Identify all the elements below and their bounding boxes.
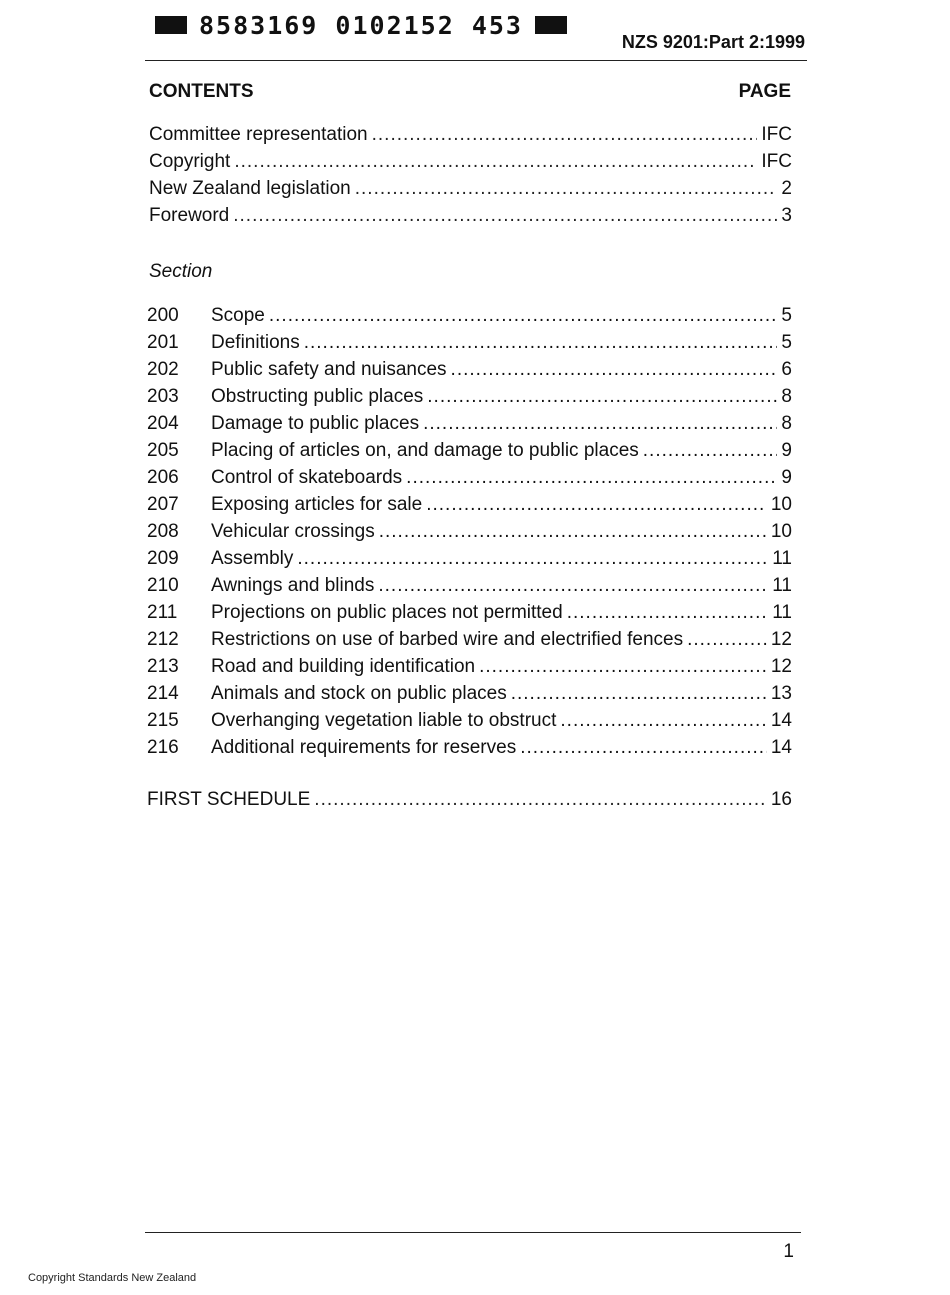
section-page: 9 [781,440,792,461]
section-list [147,305,792,764]
leader-dots [451,359,778,381]
barcode [155,10,567,40]
section-title: Additional requirements for reserves [211,737,517,758]
section-row[interactable] [147,602,792,629]
section-number: 205 [147,440,179,461]
document-id: NZS 9201:Part 2:1999 [621,32,805,52]
section-number: 214 [147,683,179,704]
toc-item-committee[interactable] [149,124,792,150]
leader-dots [379,521,767,543]
leader-dots [479,656,767,678]
section-page: 12 [770,656,792,677]
leader-dots [567,602,769,624]
section-number: 203 [147,386,179,407]
section-page: 12 [770,629,792,650]
section-number: 204 [147,413,179,434]
section-page: 9 [781,467,792,488]
section-title: Obstructing public places [211,386,424,407]
section-row[interactable] [147,359,792,386]
section-number: 208 [147,521,179,542]
section-page: 11 [772,575,792,596]
leader-dots [355,178,778,200]
toc-item-legislation[interactable] [149,178,792,204]
section-title: Scope [211,305,265,326]
leader-dots [511,683,767,705]
copyright-notice: Copyright Standards New Zealand [28,1272,197,1284]
section-page: 5 [781,332,792,353]
section-number: 213 [147,656,179,677]
section-row[interactable] [147,305,792,332]
toc-item-copyright[interactable] [149,151,792,177]
section-title: Damage to public places [211,413,420,434]
section-row[interactable] [147,575,792,602]
page-column-heading: PAGE [738,81,791,102]
section-page: 14 [770,737,792,758]
section-row[interactable] [147,494,792,521]
leader-dots [378,575,768,597]
section-title: Overhanging vegetation liable to obstruct [211,710,557,731]
toc-item-label: New Zealand legislation [149,178,351,199]
toc-item-foreword[interactable] [149,205,792,231]
toc-item-page: 16 [770,789,792,810]
section-row[interactable] [147,737,792,764]
toc-item-label: Committee representation [149,124,368,145]
section-row[interactable] [147,440,792,467]
contents-heading: CONTENTS [149,81,254,102]
toc-item-label: FIRST SCHEDULE [147,789,311,810]
section-row[interactable] [147,521,792,548]
leader-dots [427,386,777,408]
leader-dots [372,124,758,146]
toc-item-label: Copyright [149,151,231,172]
leader-dots [314,789,767,811]
leader-dots [643,440,778,462]
section-number: 216 [147,737,179,758]
section-number: 201 [147,332,179,353]
section-title: Exposing articles for sale [211,494,423,515]
section-row[interactable] [147,413,792,440]
section-number: 202 [147,359,179,380]
section-page: 13 [770,683,792,704]
section-title: Placing of articles on, and damage to public places [211,440,639,461]
section-row[interactable] [147,629,792,656]
page-number: 1 [783,1241,794,1262]
section-number: 200 [147,305,179,326]
leader-dots [304,332,778,354]
leader-dots [269,305,778,327]
leader-dots [520,737,767,759]
section-page: 8 [781,386,792,407]
section-number: 210 [147,575,179,596]
barcode-block-right [535,16,567,34]
section-page: 5 [781,305,792,326]
toc-item-page: 3 [781,205,792,226]
section-page: 10 [770,521,792,542]
leader-dots [234,151,757,173]
section-row[interactable] [147,710,792,737]
section-page: 11 [772,548,792,569]
section-title: Awnings and blinds [211,575,375,596]
leader-dots [297,548,768,570]
toc-item-page: IFC [761,151,792,172]
footer-divider [145,1232,801,1233]
barcode-text: 8583169 0102152 453 [199,10,523,40]
section-page: 8 [781,413,792,434]
toc-item-first-schedule[interactable] [147,789,792,815]
section-title: Restrictions on use of barbed wire and electrified fences [211,629,684,650]
section-title: Control of skateboards [211,467,403,488]
section-title: Road and building identification [211,656,476,677]
section-number: 206 [147,467,179,488]
section-title: Definitions [211,332,300,353]
section-title: Public safety and nuisances [211,359,447,380]
barcode-block-left [155,16,187,34]
section-row[interactable] [147,683,792,710]
section-number: 209 [147,548,179,569]
section-number: 212 [147,629,179,650]
toc-item-label: Foreword [149,205,230,226]
section-row[interactable] [147,332,792,359]
leader-dots [233,205,777,227]
section-title: Assembly [211,548,294,569]
section-title: Animals and stock on public places [211,683,507,704]
leader-dots [560,710,766,732]
leader-dots [687,629,767,651]
toc-item-page: IFC [761,124,792,145]
leader-dots [406,467,777,489]
section-page: 11 [772,602,792,623]
section-number: 211 [147,602,178,623]
leader-dots [423,413,777,435]
section-page: 10 [770,494,792,515]
section-title: Projections on public places not permitted [211,602,563,623]
section-row[interactable] [147,656,792,683]
section-page: 6 [781,359,792,380]
section-number: 207 [147,494,179,515]
section-row[interactable] [147,386,792,413]
section-label: Section [149,261,213,282]
toc-item-page: 2 [781,178,792,199]
section-row[interactable] [147,467,792,494]
section-page: 14 [770,710,792,731]
section-number: 215 [147,710,179,731]
section-title: Vehicular crossings [211,521,375,542]
leader-dots [426,494,767,516]
section-row[interactable] [147,548,792,575]
header-divider [145,60,807,61]
